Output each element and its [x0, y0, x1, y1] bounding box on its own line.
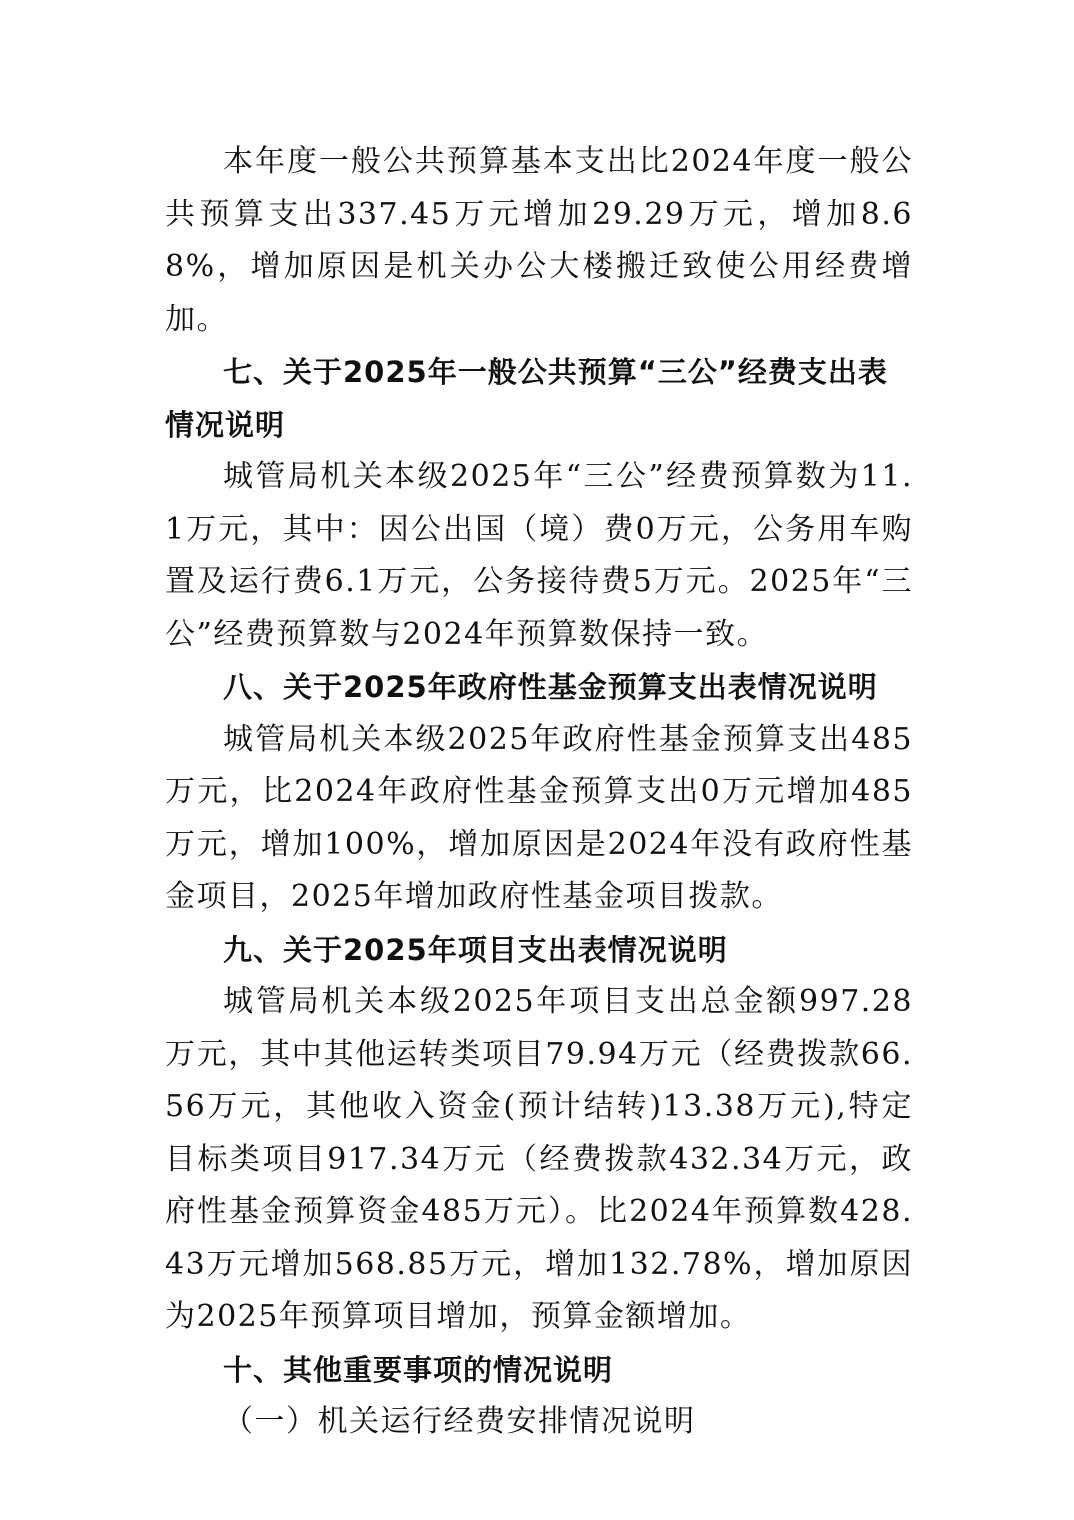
subsection-heading-1: （一）机关运行经费安排情况说明 [223, 1404, 696, 1439]
section-heading-9: 九、关于2025年项目支出表情况说明 [223, 932, 728, 967]
section-heading-8: 八、关于2025年政府性基金预算支出表情况说明 [223, 670, 878, 704]
paragraph-three-public-expenses: 城管局机关本级2025年“三公”经费预算数为11.1万元，其中：因公出国（境）费0万元，公务用车购置及运行费6.1万元，公务接待费5万元。2025年“三公”经费预算数与2024年预算数保持一致。 [165, 459, 913, 652]
section-heading-10: 十、其他重要事项的情况说明 [223, 1352, 614, 1387]
document-body [165, 136, 913, 1449]
paragraph-government-fund: 城管局机关本级2025年政府性基金预算支出485万元，比2024年政府性基金预算支出0万元增加485万元，增加100%，增加原因是2024年没有政府性基金项目，2025年增加政府性基金项目拨款。 [165, 721, 913, 914]
paragraph-project-expenditure: 城管局机关本级2025年项目支出总金额997.28万元，其中其他运转类项目79.94万元（经费拨款66.56万元，其他收入资金(预计结转)13.38万元),特定目标类项目917.34万元（经费拨款432.34万元，政府性基金预算资金485万元）。比2024年预算数428.43万元增加568.85万元，增加132.78%，增加原因为2025年预算项目增加，预算金额增加。 [165, 984, 913, 1334]
section-heading-7: 七、关于2025年一般公共预算“三公”经费支出表情况说明 [165, 355, 888, 442]
paragraph-basic-expenditure: 本年度一般公共预算基本支出比2024年度一般公共预算支出337.45万元增加29.29万元，增加8.68%，增加原因是机关办公大楼搬迁致使公用经费增加。 [165, 144, 913, 337]
